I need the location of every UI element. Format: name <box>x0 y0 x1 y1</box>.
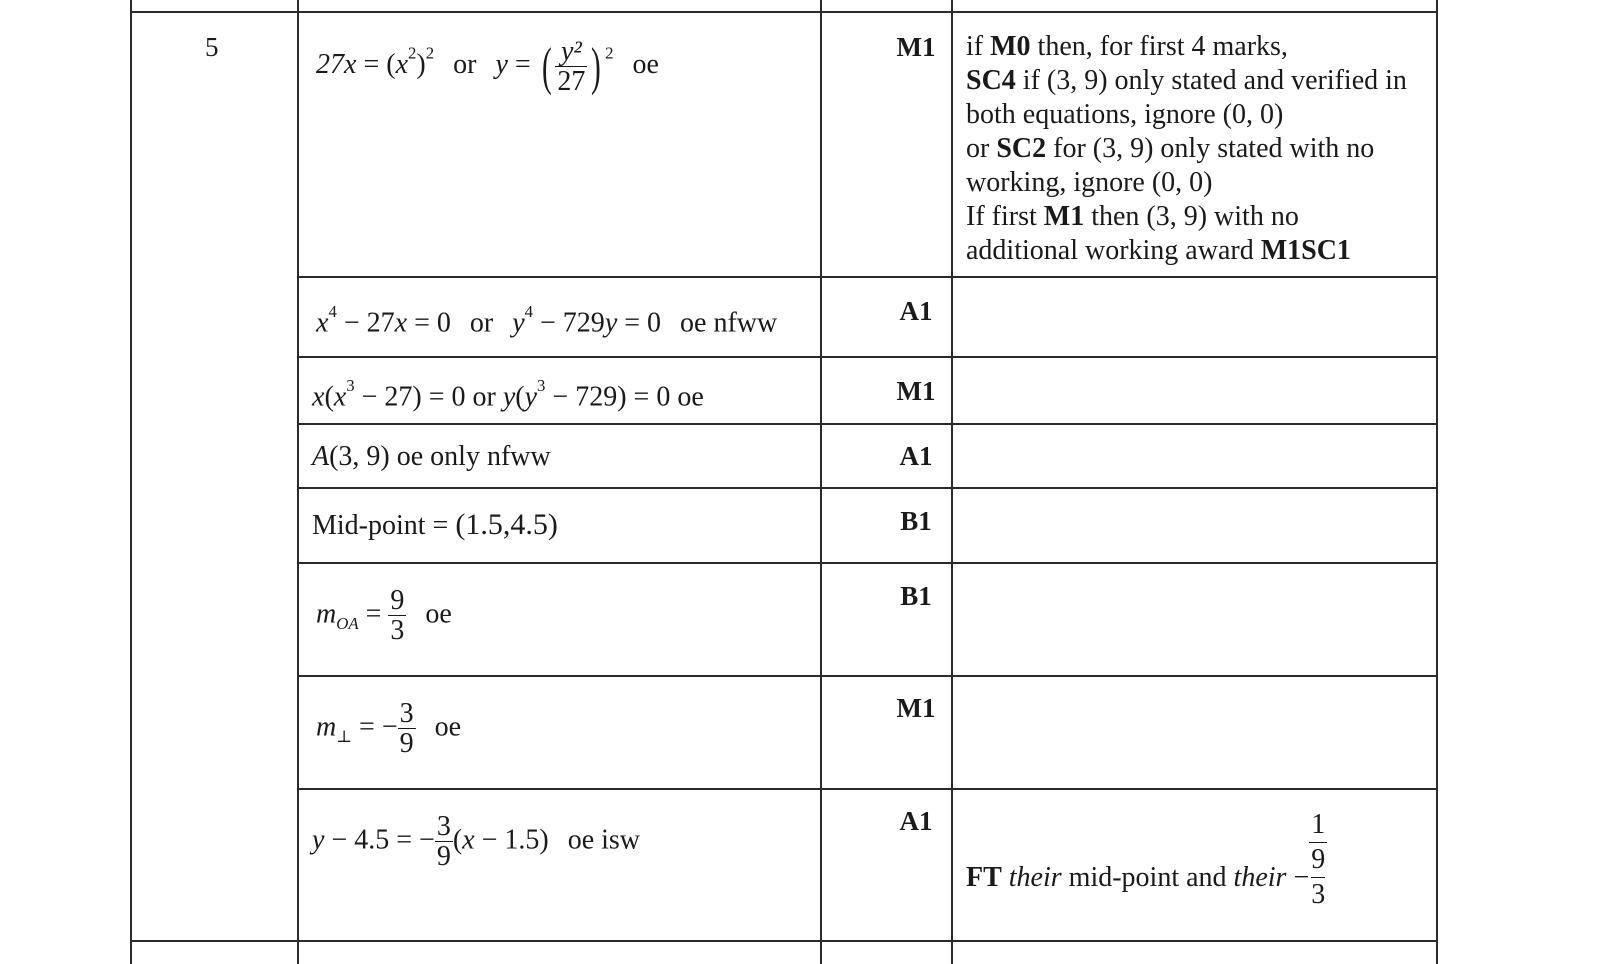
answer-row-8: y − 4.5 = − $\frac{3}{9}$ (x − 1.5) oe isw <box>312 811 641 873</box>
answer-row-5: Mid-point = (1.5,4.5) <box>312 508 558 541</box>
compound-fraction: 1 9 3 <box>1311 809 1326 910</box>
fraction: $\frac{\text{y²}}{27}$ <box>557 35 586 97</box>
answer-row-1: $27x = (x^2)^2$ or y = ( $\frac{\text{y²}}{27}$ ) $^2$ oe <box>316 35 659 97</box>
mark-row-4: A1 <box>899 441 933 471</box>
guidance-line: If first M1 then (3, 9) with no <box>966 201 1299 232</box>
mark-row-5: B1 <box>900 506 932 536</box>
mark-row-1: M1 <box>896 32 936 62</box>
guidance-line: or SC2 for (3, 9) only stated with no <box>966 133 1375 164</box>
answer-row-6: $m_{OA}$ = $\frac{9}{3}$ oe <box>316 585 452 647</box>
table-border-col1 <box>297 0 299 964</box>
guidance-line: both equations, ignore (0, 0) <box>966 99 1284 130</box>
question-number: 5 <box>205 32 219 62</box>
row-border-top <box>130 11 1438 13</box>
guidance-line: additional working award M1SC1 <box>966 235 1351 266</box>
answer-row-4: A(3, 9) oe only nfww <box>312 441 551 472</box>
row-border <box>297 356 1438 358</box>
row-border <box>297 423 1438 425</box>
row-border-bottom <box>130 940 1438 942</box>
fraction: $\frac{3}{9}$ <box>436 811 451 873</box>
row-border <box>297 487 1438 489</box>
row-border <box>297 276 1438 278</box>
mark-row-3: M1 <box>896 376 936 406</box>
fraction: $\frac{9}{3}$ <box>390 585 405 647</box>
table-border-right <box>1436 0 1438 964</box>
answer-row-3: $x(x^3 - 27) = 0$ or $y(y^3 - 729) = 0$ oe <box>312 376 704 413</box>
mark-row-2: A1 <box>899 296 933 326</box>
guidance-line: SC4 if (3, 9) only stated and verified in <box>966 65 1407 96</box>
row-border <box>297 675 1438 677</box>
guidance-line: if M0 then, for first 4 marks, <box>966 31 1288 62</box>
row-border <box>297 788 1438 790</box>
mark-row-7: M1 <box>896 693 936 723</box>
answer-row-2: $x^4 - 27x = 0$ or $y^4 - 729y = 0$ oe nfww <box>316 302 778 339</box>
guidance-line: working, ignore (0, 0) <box>966 167 1213 198</box>
fraction: $\frac{3}{9}$ <box>399 698 414 760</box>
row-border <box>297 562 1438 564</box>
mark-row-8: A1 <box>899 806 933 836</box>
table-border-left <box>130 0 132 964</box>
guidance-row-1 <box>966 30 1431 268</box>
mark-row-6: B1 <box>900 581 932 611</box>
guidance-row-8: FT their mid-point and their − 1 9 3 <box>966 809 1326 910</box>
table-border-col2 <box>820 0 822 964</box>
answer-row-7: $m_\perp$ = − $\frac{3}{9}$ oe <box>316 698 462 760</box>
